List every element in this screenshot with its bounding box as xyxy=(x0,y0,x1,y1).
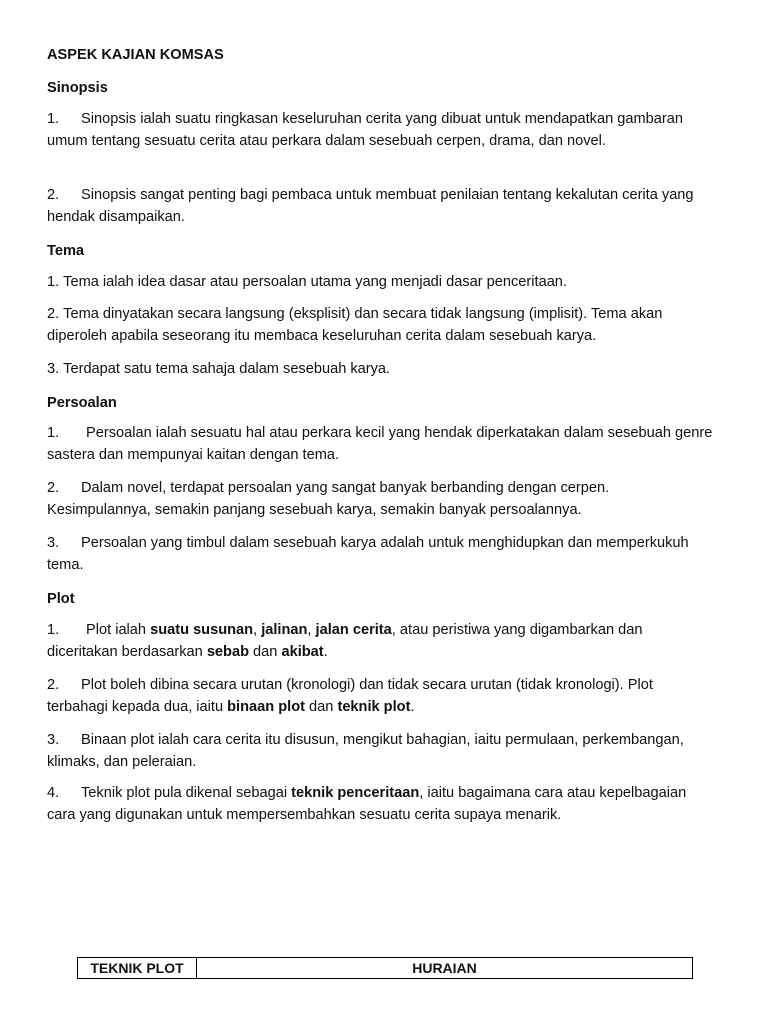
text-run: , xyxy=(253,622,262,638)
persoalan-paragraph-1 xyxy=(47,422,717,466)
item-number: 1. xyxy=(47,425,60,441)
persoalan-paragraph-3 xyxy=(47,532,717,576)
bold-term: teknik plot xyxy=(337,699,411,715)
table-header-teknik-plot: TEKNIK PLOT xyxy=(78,958,197,978)
paragraph-text: Tema dinyatakan secara langsung (eksplisit) dan secara tidak langsung (implisit). Tema akan diperoleh apabila seseorang itu membaca keseluruhan cerita dalam sesebuah karya. xyxy=(47,306,663,344)
text-run: dan xyxy=(304,699,338,715)
text-run: Teknik plot pula dikenal sebagai xyxy=(81,785,292,801)
plot-paragraph-4 xyxy=(47,782,717,826)
tema-paragraph-3 xyxy=(47,358,717,380)
bold-term: jalan cerita xyxy=(315,622,392,638)
paragraph-text: Persoalan ialah sesuatu hal atau perkara kecil yang hendak diperkatakan dalam sesebuah genre sastera dan mempunyai kaitan dengan tema. xyxy=(47,425,713,463)
paragraph-text: Binaan plot ialah cara cerita itu disusun, mengikut bahagian, iaitu permulaan, perkembangan, klimaks, dan peleraian. xyxy=(47,732,684,770)
item-number: 2. xyxy=(47,677,60,693)
tema-paragraph-2 xyxy=(47,303,717,347)
heading-plot: Plot xyxy=(47,591,75,607)
text-run: Plot boleh dibina secara urutan (kronologi) dan tidak secara urutan (tidak kronologi). Plot terbahagi kepada dua, iaitu xyxy=(47,677,653,715)
sinopsis-paragraph-1 xyxy=(47,108,717,152)
text-run: dan xyxy=(249,644,282,660)
persoalan-paragraph-2 xyxy=(47,477,717,521)
bold-term: akibat xyxy=(281,644,324,660)
paragraph-text: Sinopsis ialah suatu ringkasan keseluruhan cerita yang dibuat untuk mendapatkan gambaran umum tentang sesuatu cerita atau perkara dalam sesebuah cerpen, drama, dan novel. xyxy=(47,111,683,149)
text-run: . xyxy=(323,644,328,660)
paragraph-text: Tema ialah idea dasar atau persoalan utama yang menjadi dasar penceritaan. xyxy=(63,274,567,290)
bold-term: suatu susunan xyxy=(150,622,254,638)
item-number: 1. xyxy=(47,622,60,638)
paragraph-text: Dalam novel, terdapat persoalan yang sangat banyak berbanding dengan cerpen. Kesimpulannya, semakin panjang sesebuah karya, semakin banyak persoalannya. xyxy=(47,480,610,518)
text-run: Plot ialah xyxy=(86,622,151,638)
item-number: 3. xyxy=(47,732,60,748)
text-run: , iaitu bagaimana cara atau kepelbagaian cara yang digunakan untuk mempersembahkan sesuatu cerita supaya menarik. xyxy=(47,785,687,823)
item-number: 1. xyxy=(47,274,60,290)
item-number: 2. xyxy=(47,480,60,496)
bold-term: teknik penceritaan xyxy=(291,785,420,801)
text-run: . xyxy=(410,699,415,715)
text-run: , xyxy=(307,622,316,638)
bold-term: sebab xyxy=(206,644,249,660)
document-title: ASPEK KAJIAN KOMSAS xyxy=(47,47,224,63)
sinopsis-paragraph-2 xyxy=(47,184,717,228)
table-header-huraian: HURAIAN xyxy=(412,960,477,976)
item-number: 1. xyxy=(47,111,60,127)
heading-persoalan: Persoalan xyxy=(47,395,117,411)
paragraph-text: Terdapat satu tema sahaja dalam sesebuah karya. xyxy=(63,361,391,377)
heading-sinopsis: Sinopsis xyxy=(47,80,108,96)
heading-tema: Tema xyxy=(47,243,85,259)
item-number: 4. xyxy=(47,785,60,801)
bold-term: binaan plot xyxy=(227,699,305,715)
paragraph-text: Sinopsis sangat penting bagi pembaca untuk membuat penilaian tentang kekalutan cerita yang hendak disampaikan. xyxy=(47,187,694,225)
plot-paragraph-1 xyxy=(47,619,717,663)
plot-paragraph-3 xyxy=(47,729,717,773)
text-run: , atau peristiwa yang digambarkan dan diceritakan berdasarkan xyxy=(47,622,643,660)
bold-term: jalinan xyxy=(261,622,308,638)
teknik-plot-table-header xyxy=(77,957,693,979)
item-number: 3. xyxy=(47,361,60,377)
tema-paragraph-1 xyxy=(47,271,717,293)
item-number: 2. xyxy=(47,187,60,203)
plot-paragraph-2 xyxy=(47,674,717,718)
item-number: 3. xyxy=(47,535,60,551)
item-number: 2. xyxy=(47,306,60,322)
paragraph-text: Persoalan yang timbul dalam sesebuah karya adalah untuk menghidupkan dan memperkukuh tema. xyxy=(47,535,689,573)
